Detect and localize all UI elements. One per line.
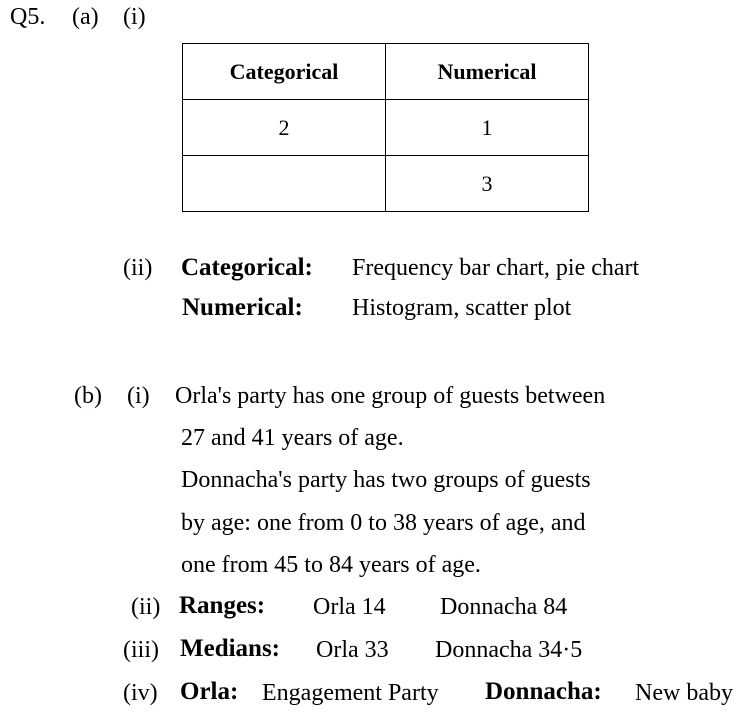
categorical-value: Frequency bar chart, pie chart — [352, 255, 640, 281]
part-b-ii-label: (ii) — [131, 594, 161, 620]
part-a-label: (a) — [72, 4, 99, 30]
part-b-i-label: (i) — [127, 383, 150, 409]
numerical-key: Numerical: — [182, 294, 303, 321]
table-cell — [183, 156, 386, 212]
table-header-numerical: Numerical — [386, 44, 589, 100]
variable-type-table — [182, 43, 589, 212]
numerical-value: Histogram, scatter plot — [352, 295, 572, 321]
medians-orla: Orla 33 — [316, 637, 389, 663]
medians-donnacha: Donnacha 34·5 — [435, 637, 583, 663]
part-a-ii-label: (ii) — [123, 255, 153, 281]
ranges-donnacha: Donnacha 84 — [440, 594, 568, 620]
donnacha-value: New baby — [635, 680, 733, 706]
part-b-label: (b) — [74, 383, 102, 409]
part-b-i-line: one from 45 to 84 years of age. — [181, 552, 481, 578]
part-a-i-label: (i) — [123, 4, 146, 30]
table-header-row — [183, 44, 589, 100]
ranges-key: Ranges: — [179, 592, 266, 619]
part-b-i-line: 27 and 41 years of age. — [181, 425, 404, 451]
donnacha-key: Donnacha: — [485, 678, 602, 705]
table-header-categorical: Categorical — [183, 44, 386, 100]
table-cell: 3 — [386, 156, 589, 212]
categorical-key: Categorical: — [181, 254, 313, 281]
question-number: Q5. — [10, 4, 46, 30]
ranges-orla: Orla 14 — [313, 594, 386, 620]
part-b-iii-label: (iii) — [123, 637, 159, 663]
table-row — [183, 100, 589, 156]
medians-key: Medians: — [180, 635, 280, 662]
part-b-i-line: by age: one from 0 to 38 years of age, and — [181, 510, 586, 536]
orla-key: Orla: — [180, 678, 239, 705]
table-cell: 1 — [386, 100, 589, 156]
table-cell: 2 — [183, 100, 386, 156]
table-row — [183, 156, 589, 212]
part-b-i-line: Orla's party has one group of guests between — [175, 383, 606, 409]
part-b-i-line: Donnacha's party has two groups of guests — [181, 467, 591, 493]
part-b-iv-label: (iv) — [123, 680, 158, 706]
orla-value: Engagement Party — [262, 680, 439, 706]
